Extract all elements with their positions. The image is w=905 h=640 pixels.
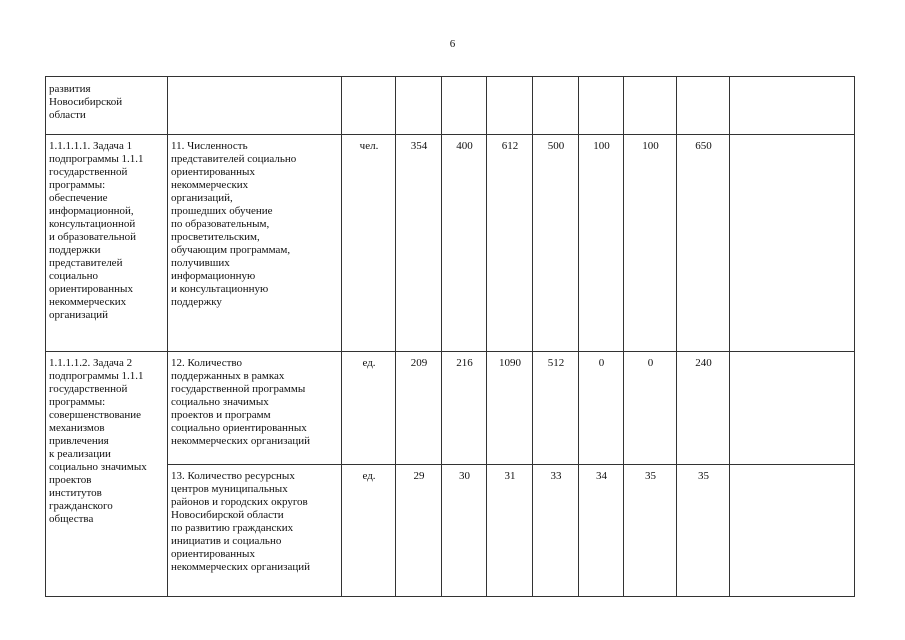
task-cell: 1.1.1.1.2. Задача 2 подпрограммы 1.1.1 государственной программы: совершенствование механизмов привлечения к реализации социально значимых проектов институтов гражданского общества bbox=[46, 352, 168, 597]
unit-cell: ед. bbox=[342, 352, 396, 465]
value-cell: 35 bbox=[624, 465, 677, 597]
value-cell bbox=[487, 77, 533, 135]
value-cell: 209 bbox=[396, 352, 442, 465]
value-cell: 1090 bbox=[487, 352, 533, 465]
value-cell bbox=[442, 77, 487, 135]
value-cell: 0 bbox=[579, 352, 624, 465]
value-cell: 216 bbox=[442, 352, 487, 465]
value-cell: 512 bbox=[533, 352, 579, 465]
unit-cell: чел. bbox=[342, 135, 396, 352]
value-cell bbox=[624, 77, 677, 135]
value-cell: 33 bbox=[533, 465, 579, 597]
indicators-table bbox=[45, 76, 855, 597]
page-number: 6 bbox=[449, 38, 456, 50]
task-cell: развития Новосибирской области bbox=[46, 77, 168, 135]
value-cell: 30 bbox=[442, 465, 487, 597]
table-row bbox=[46, 352, 855, 465]
unit-cell bbox=[342, 77, 396, 135]
indicator-cell: 13. Количество ресурсных центров муниципальных районов и городских округов Новосибирской области по развитию гражданских инициатив и социально ориентированных некоммерческих организаций bbox=[168, 465, 342, 597]
value-cell: 34 bbox=[579, 465, 624, 597]
note-cell bbox=[730, 465, 855, 597]
table-row bbox=[46, 135, 855, 352]
value-cell: 0 bbox=[624, 352, 677, 465]
value-cell: 100 bbox=[579, 135, 624, 352]
value-cell: 612 bbox=[487, 135, 533, 352]
note-cell bbox=[730, 352, 855, 465]
value-cell: 650 bbox=[677, 135, 730, 352]
value-cell: 500 bbox=[533, 135, 579, 352]
table-row bbox=[46, 465, 855, 597]
value-cell: 29 bbox=[396, 465, 442, 597]
note-cell bbox=[730, 77, 855, 135]
note-cell bbox=[730, 135, 855, 352]
value-cell: 400 bbox=[442, 135, 487, 352]
value-cell bbox=[396, 77, 442, 135]
value-cell: 35 bbox=[677, 465, 730, 597]
indicator-cell bbox=[168, 77, 342, 135]
value-cell: 100 bbox=[624, 135, 677, 352]
value-cell bbox=[533, 77, 579, 135]
indicator-cell: 11. Численность представителей социально ориентированных некоммерческих организаций, прошедших обучение по образовательным, просветительским, обучающим программам, получивших информационную и консультационную поддержку bbox=[168, 135, 342, 352]
table-row bbox=[46, 77, 855, 135]
value-cell bbox=[579, 77, 624, 135]
value-cell bbox=[677, 77, 730, 135]
value-cell: 240 bbox=[677, 352, 730, 465]
task-cell: 1.1.1.1.1. Задача 1 подпрограммы 1.1.1 государственной программы: обеспечение информационной, консультационной и образовательной поддержки представителей социально ориентированных некоммерческих организаций bbox=[46, 135, 168, 352]
value-cell: 354 bbox=[396, 135, 442, 352]
value-cell: 31 bbox=[487, 465, 533, 597]
unit-cell: ед. bbox=[342, 465, 396, 597]
indicator-cell: 12. Количество поддержанных в рамках государственной программы социально значимых проектов и программ социально ориентированных некоммерческих организаций bbox=[168, 352, 342, 465]
